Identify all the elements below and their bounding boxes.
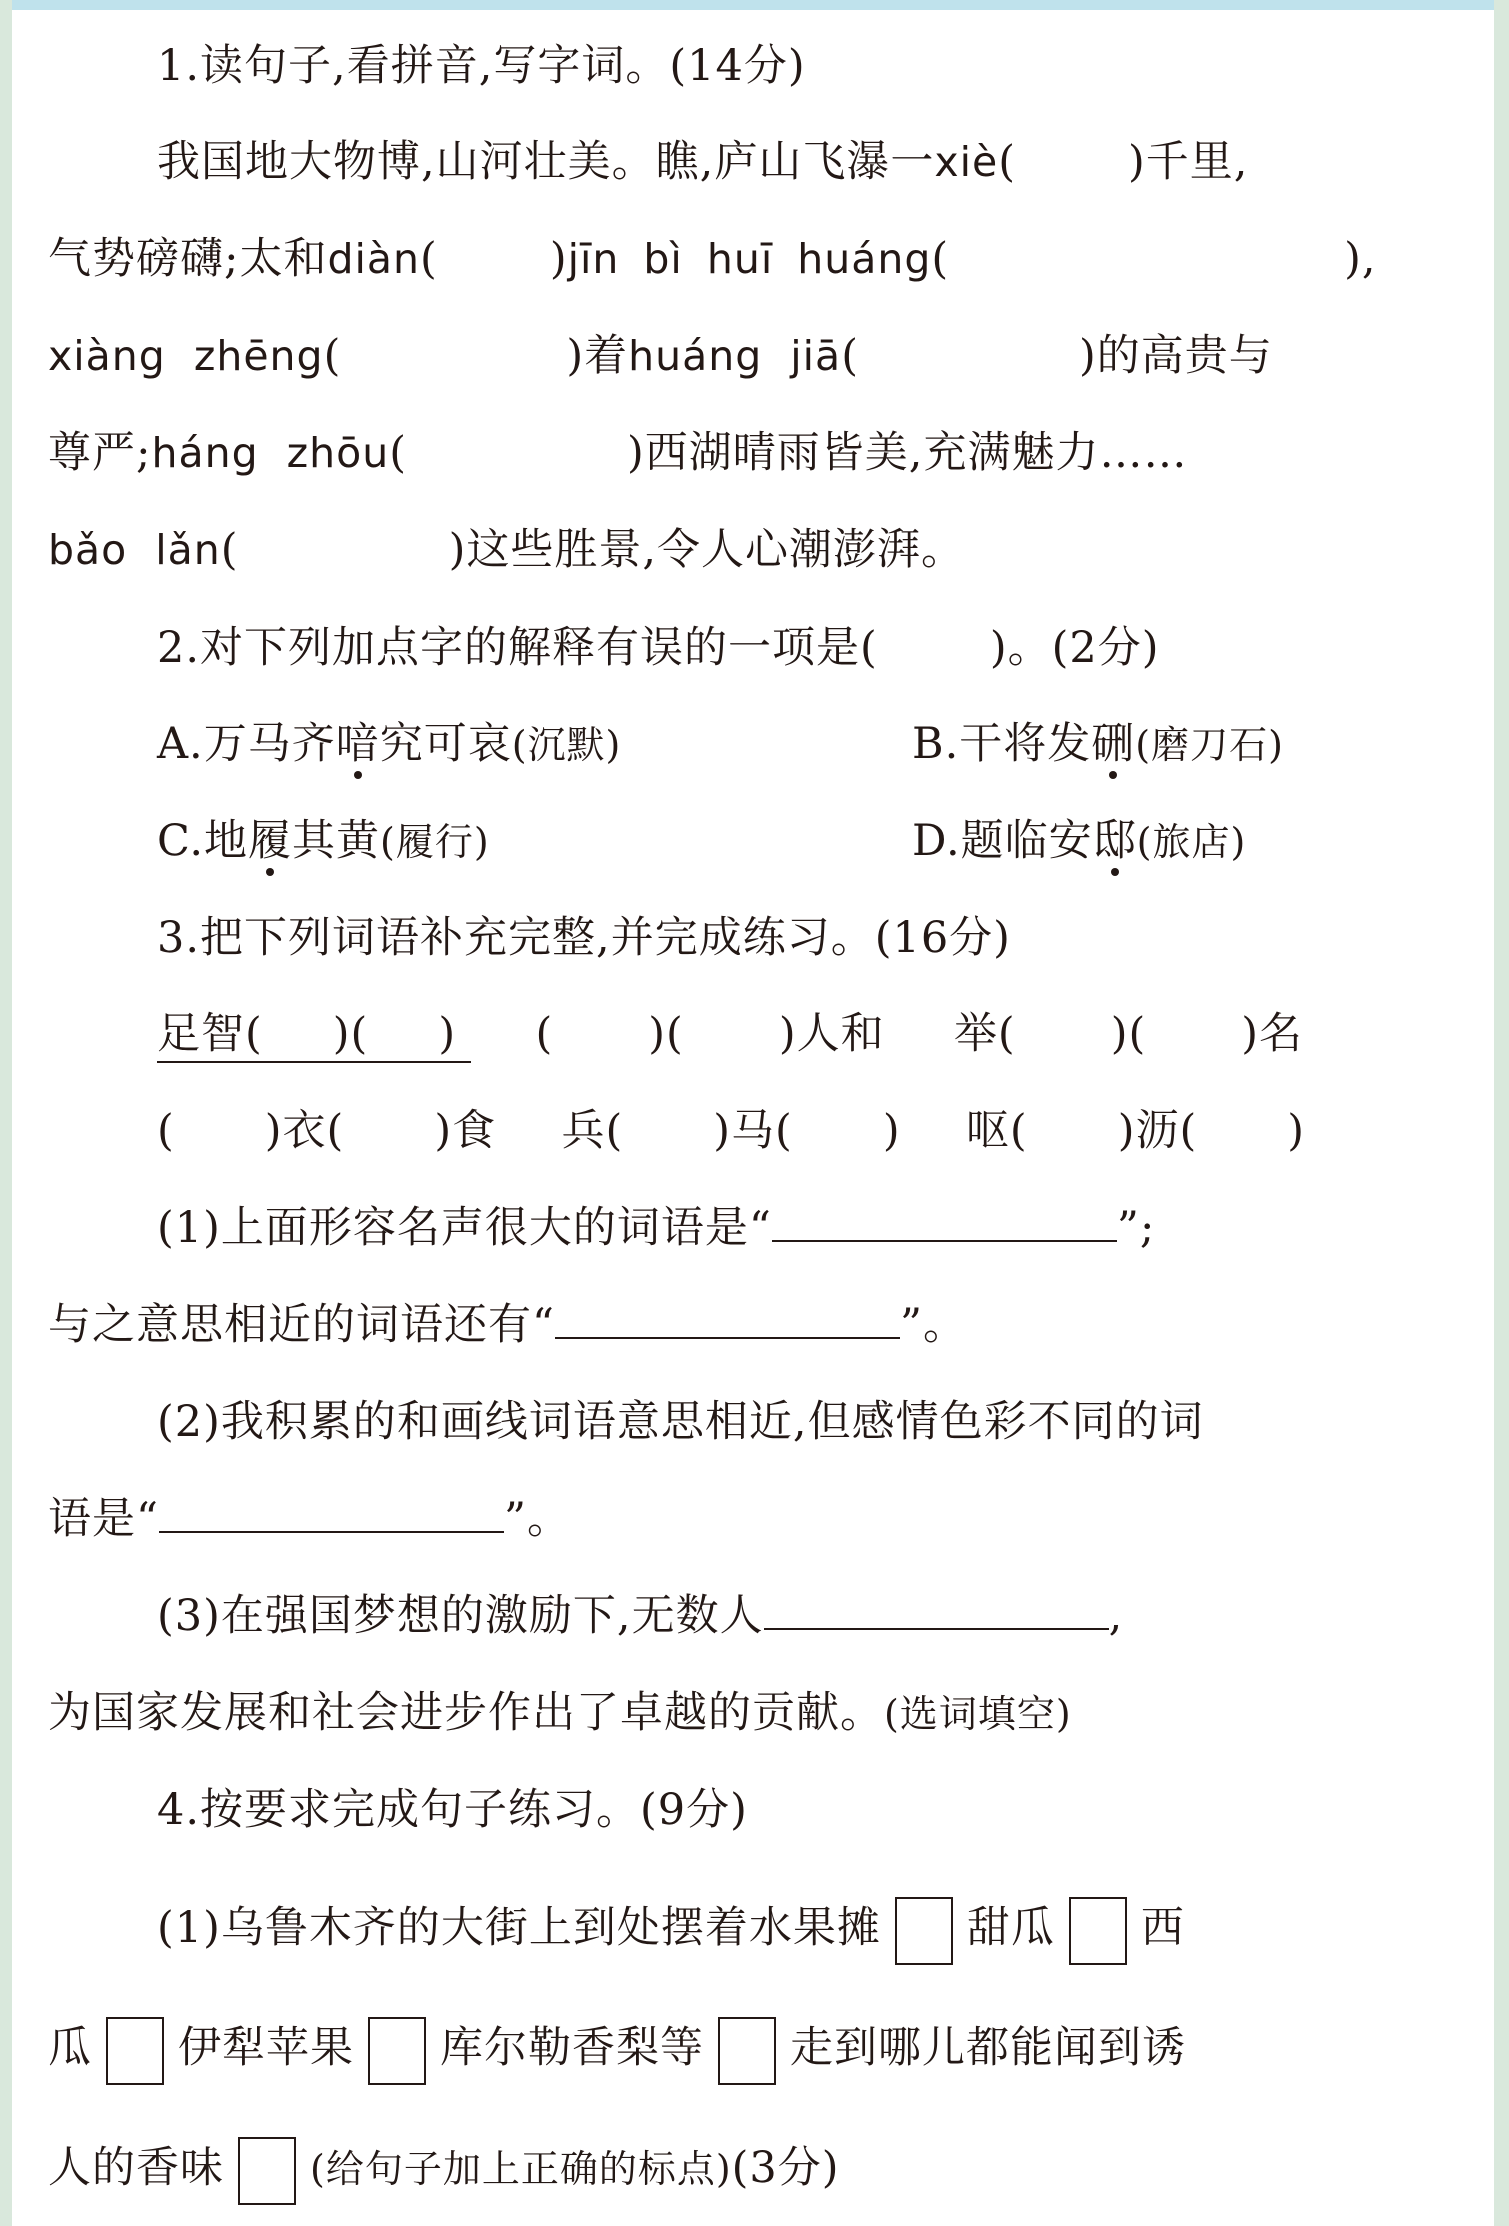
q3-sub2-line1: (2)我积累的和画线词语意思相近,但感情色彩不同的词 bbox=[157, 1397, 1204, 1447]
emphasis-dot-char: 喑 bbox=[335, 719, 380, 769]
q4-sub1-line1: (1)乌鲁木齐的大街上到处摆着水果摊 甜瓜 西 bbox=[157, 1888, 1185, 1968]
q1-pinyin-xie: xiè bbox=[934, 138, 999, 186]
punctuation-box[interactable] bbox=[718, 2017, 776, 2085]
q1-title: 1.读句子,看拼音,写字词。(14分) bbox=[157, 41, 806, 91]
punctuation-box[interactable] bbox=[895, 1897, 953, 1965]
q2-option-d: D.题临安邸(旅店) bbox=[912, 816, 1247, 866]
q3-words-row2 bbox=[157, 1101, 1305, 1161]
punctuation-box[interactable] bbox=[238, 2137, 296, 2205]
underlined-word: 足智( )( ) bbox=[157, 1009, 471, 1063]
q3-sub1-line1: (1)上面形容名声很大的词语是“ ”; bbox=[157, 1203, 1156, 1253]
q3-words-row1 bbox=[157, 1004, 1303, 1064]
q3-word4: ( )衣( )食 bbox=[157, 1106, 497, 1156]
q2-option-b: B.干将发硎(磨刀石) bbox=[912, 719, 1284, 769]
emphasis-dot-char: 邸 bbox=[1092, 816, 1137, 866]
q3-word6: 呕( )沥( ) bbox=[965, 1106, 1306, 1156]
q3-sub3-line1: (3)在强国梦想的激励下,无数人 , bbox=[157, 1591, 1124, 1641]
q1-line2: 气势磅礴;太和diàn( )jīn bì huī huáng( ), bbox=[48, 234, 1377, 284]
q2-title: 2.对下列加点字的解释有误的一项是( )。(2分) bbox=[157, 623, 1160, 673]
q1-line4: 尊严;háng zhōu( )西湖晴雨皆美,充满魅力…… bbox=[48, 428, 1188, 478]
q3-sub1-line2: 与之意思相近的词语还有“ ”。 bbox=[48, 1300, 967, 1350]
q3-title: 3.把下列词语补充完整,并完成练习。(16分) bbox=[157, 913, 1011, 963]
q4-title: 4.按要求完成句子练习。(9分) bbox=[157, 1785, 748, 1835]
q3-word2: ( )( )人和 bbox=[535, 1009, 885, 1059]
emphasis-dot-char: 硎 bbox=[1091, 719, 1136, 769]
q4-sub1-line3: 人的香味 (给句子加上正确的标点)(3分) bbox=[48, 2128, 840, 2209]
q4-sub1-line2: 瓜 伊犁苹果 库尔勒香梨等 走到哪儿都能闻到诱 bbox=[48, 2008, 1186, 2088]
punctuation-box[interactable] bbox=[106, 2017, 164, 2085]
punctuation-box[interactable] bbox=[1069, 1897, 1127, 1965]
q2-option-a: A.万马齐喑究可哀(沉默) bbox=[157, 719, 622, 769]
q2-option-c: C.地履其黄(履行) bbox=[157, 816, 490, 866]
q3-sub2-line2: 语是“ ”。 bbox=[48, 1494, 571, 1544]
q3-sub3-line2: 为国家发展和社会进步作出了卓越的贡献。(选词填空) bbox=[48, 1688, 1072, 1738]
q1-line1: 我国地大物博,山河壮美。瞧,庐山飞瀑一xiè( )千里, bbox=[157, 137, 1249, 187]
q1-line5: bǎo lǎn( )这些胜景,令人心潮澎湃。 bbox=[48, 525, 966, 575]
punctuation-box[interactable] bbox=[368, 2017, 426, 2085]
emphasis-dot-char: 履 bbox=[248, 816, 293, 866]
q1-line3: xiàng zhēng( )着huáng jiā( )的高贵与 bbox=[48, 331, 1273, 381]
q3-word5: 兵( )马( ) bbox=[561, 1106, 901, 1156]
q3-word3: 举( )( )名 bbox=[953, 1009, 1304, 1059]
top-border-band bbox=[12, 0, 1494, 10]
